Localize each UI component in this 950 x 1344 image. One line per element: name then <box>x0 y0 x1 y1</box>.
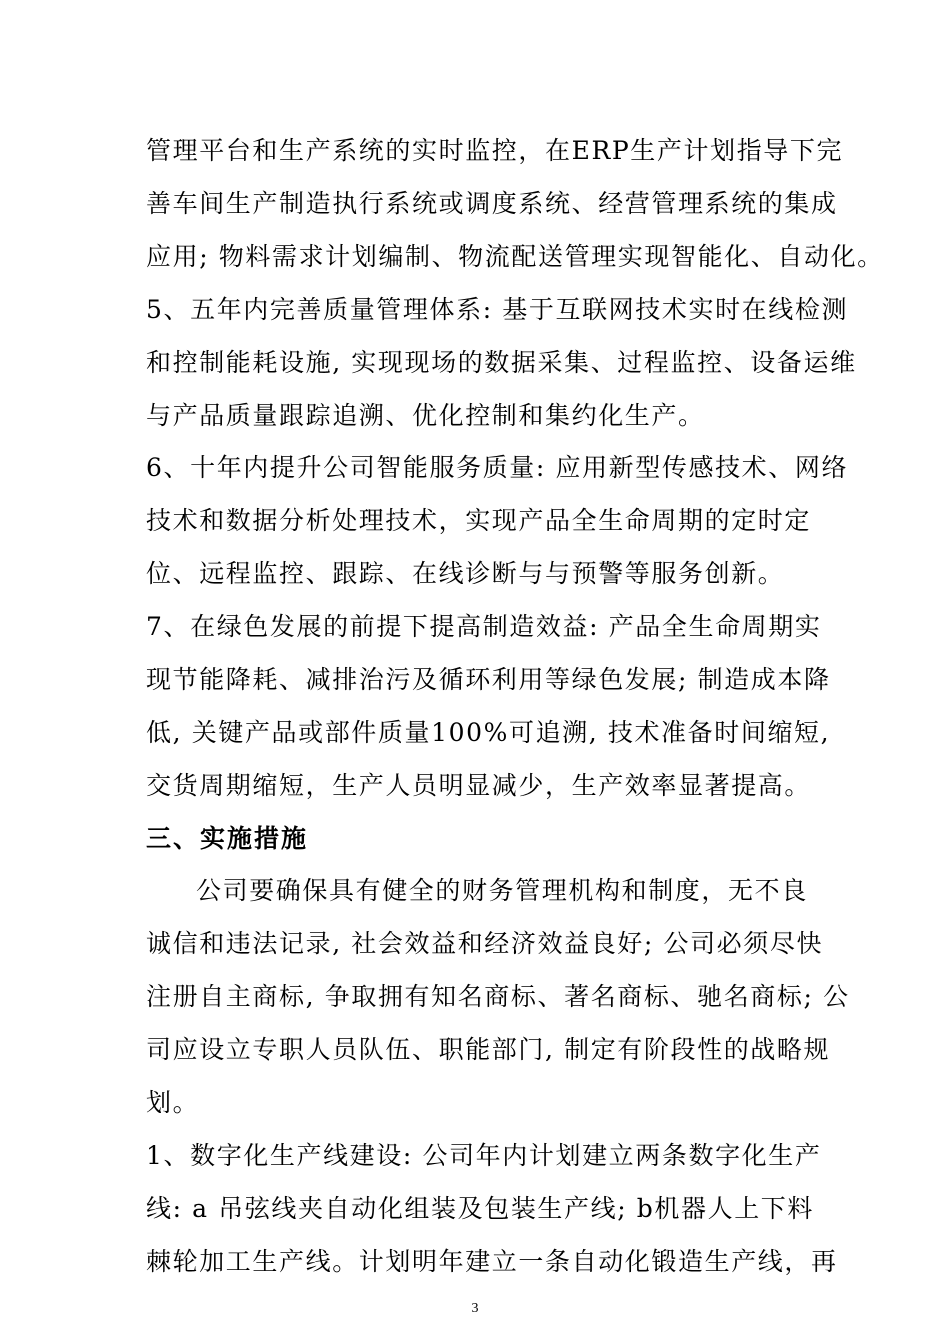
list-item-6: 6、十年内提升公司智能服务质量: 应用新型传感技术、网络 <box>146 453 849 482</box>
body-text-line: 低, 关键产品或部件质量100%可追溯, 技术准备时间缩短, <box>146 718 831 747</box>
list-item-1: 1、数字化生产线建设: 公司年内计划建立两条数字化生产 <box>146 1141 822 1170</box>
body-text-line: 线: a 吊弦线夹自动化组装及包装生产线; b机器人上下料 <box>146 1194 814 1223</box>
list-item-5: 5、五年内完善质量管理体系: 基于互联网技术实时在线检测 <box>146 295 849 324</box>
body-text-line: 与产品质量跟踪追溯、优化控制和集约化生产。 <box>146 401 705 430</box>
body-text-line: 和控制能耗设施, 实现现场的数据采集、过程监控、设备运维 <box>146 348 857 377</box>
body-text-line: 诚信和违法记录, 社会效益和经济效益良好; 公司必须尽快 <box>146 929 824 958</box>
body-text-line: 技术和数据分析处理技术，实现产品全生命周期的定时定 <box>146 506 812 535</box>
body-text-line: 应用; 物料需求计划编制、物流配送管理实现智能化、自动化。 <box>146 242 884 271</box>
body-text-line: 位、远程监控、跟踪、在线诊断与与预警等服务创新。 <box>146 559 785 588</box>
body-text-line: 司应设立专职人员队伍、职能部门, 制定有阶段性的战略规 <box>146 1035 831 1064</box>
list-item-7: 7、在绿色发展的前提下提高制造效益: 产品全生命周期实 <box>146 612 822 641</box>
body-text-line: 善车间生产制造执行系统或调度系统、经营管理系统的集成 <box>146 189 838 218</box>
body-text-line: 现节能降耗、减排治污及循环利用等绿色发展; 制造成本降 <box>146 665 831 694</box>
body-text-line: 注册自主商标, 争取拥有知名商标、著名商标、驰名商标; 公 <box>146 982 850 1011</box>
body-text-line: 管理平台和生产系统的实时监控，在ERP生产计划指导下完 <box>146 136 844 165</box>
section-heading: 三、实施措施 <box>146 824 309 853</box>
body-text-line: 交货周期缩短，生产人员明显减少，生产效率显著提高。 <box>146 771 812 800</box>
body-text-line: 棘轮加工生产线。计划明年建立一条自动化锻造生产线，再 <box>146 1247 838 1276</box>
paragraph-first-line: 公司要确保具有健全的财务管理机构和制度，无不良 <box>196 876 808 905</box>
body-text-line: 划。 <box>146 1088 200 1117</box>
page-number: 3 <box>471 1301 479 1316</box>
